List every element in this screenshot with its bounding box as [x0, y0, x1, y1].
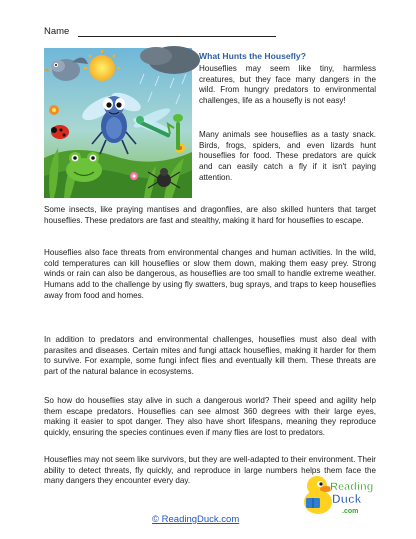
housefly-predators-illustration [44, 48, 192, 198]
article-title: What Hunts the Housefly? [199, 51, 306, 61]
logo-reading-text: Reading [330, 481, 374, 493]
illustration-svg [44, 48, 192, 198]
paragraph-survival: So how do houseflies stay alive in such a dangerous world? Their speed and agility help them escape predators. Houseflies can see almost 360 degrees with their large eyes, making it easier to spot danger. They also have short lifespans, meaning they reproduce quickly, ensuring the species continues even if many flies are lost to predators. [44, 396, 376, 438]
logo-duck-text: Duck [332, 492, 362, 506]
duck-logo-icon [300, 468, 374, 520]
readingduck-link[interactable]: © ReadingDuck.com [152, 514, 240, 525]
logo-com-text: .com [342, 508, 359, 515]
paragraph-predators-continued: Some insects, like praying mantises and dragonflies, are also skilled hunters that target houseflies. These predators are fast and stealthy, making it hard for houseflies to escape. [44, 205, 376, 225]
paragraph-environment: Houseflies also face threats from environmental changes and human activities. In the wild, cold temperatures can kill houseflies or slow them down, making them easy prey. Strong winds or rain can also be dangerous, as houseflies are too small to handle extreme weather. Humans add to the challenge by using fly swatters, bug sprays, and traps to keep houseflies away from food and homes. [44, 248, 376, 300]
name-label: Name [44, 26, 70, 37]
paragraph-predators: Many animals see houseflies as a tasty snack. Birds, frogs, spiders, and even lizards hunt houseflies for food. These predators are quick and can easily catch a fly if it isn't paying attention. [199, 130, 376, 182]
paragraph-intro: Houseflies may seem like tiny, harmless creatures, but they face many dangers in the wild. From hungry predators to environmental challenges, life as a housefly is not easy! [199, 64, 376, 106]
readingduck-logo [300, 468, 374, 520]
paragraph-parasites: In addition to predators and environmental challenges, houseflies must also deal with parasites and diseases. Certain mites and fungi attack houseflies, making it harder for them to survive. For example, some fungi infect flies and eventually kill them. These threats are part of the natural balance in ecosystems. [44, 335, 376, 377]
name-line [78, 36, 276, 37]
paragraph-conclusion: Houseflies may not seem like survivors, but they are well-adapted to their environment. Their ability to detect threats, fly quickly, and reproduce in large numbers helps them face the many dangers they encounter every day. [44, 455, 376, 486]
name-field [44, 26, 276, 40]
worksheet-page [44, 14, 376, 524]
